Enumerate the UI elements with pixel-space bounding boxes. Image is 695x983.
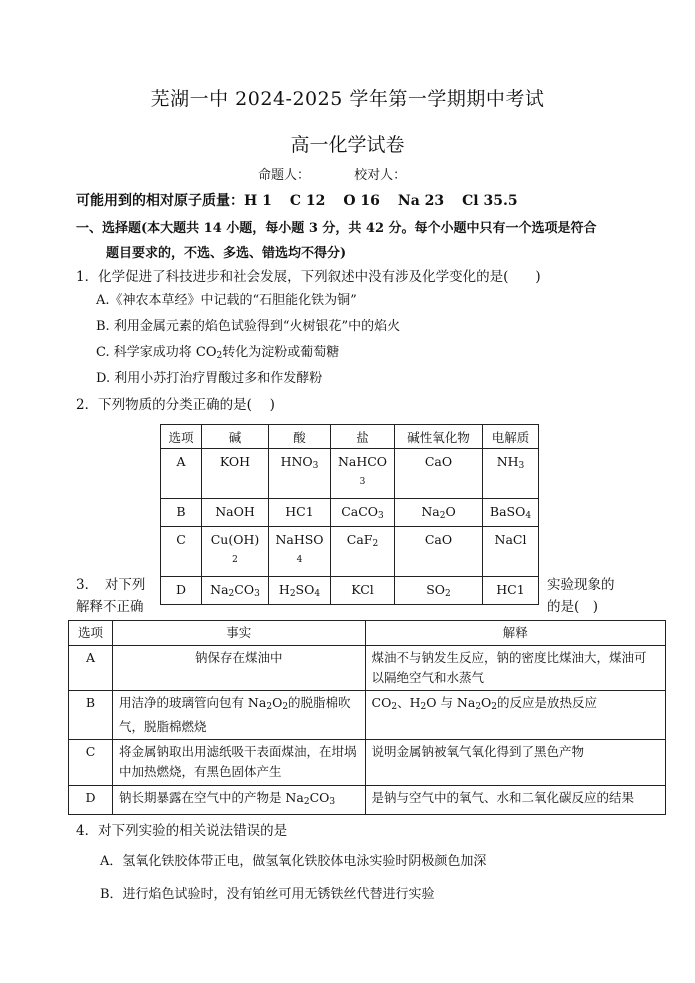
- header-cell: 盐: [331, 425, 395, 449]
- q1-option-b: B. 利用金属元素的焰色试验得到“火树银花”中的焰火: [96, 319, 401, 334]
- exam-subtitle: 高一化学试卷: [290, 134, 405, 156]
- mass-item: O 16: [343, 193, 380, 209]
- q3-table: [68, 620, 666, 815]
- table-row: C Cu(OH) 2 NaHSO 4 CaF$_2$ CaO NaCl: [161, 527, 539, 577]
- q4-stem: 4．对下列实验的相关说法错误的是: [76, 823, 288, 839]
- q2-table: [160, 424, 539, 605]
- mass-item: Na 23: [397, 193, 445, 209]
- table-header-row: [161, 425, 539, 449]
- header-cell: 解释: [365, 621, 665, 646]
- exam-title: 芜湖一中 2024-2025 学年第一学期期中考试: [150, 88, 545, 110]
- atomic-masses: [76, 190, 518, 210]
- q1-option-a: A.《神农本草经》中记载的“石胆能化铁为铜”: [96, 293, 357, 308]
- q1-option-c: C. 科学家成功将 $CO_2$转化为淀粉或葡萄糖: [96, 345, 340, 361]
- q1-stem: 1．化学促进了科技进步和社会发展，下列叙述中没有涉及化学变化的是( ): [76, 269, 541, 285]
- q4-option-a: A．氢氧化铁胶体带正电，做氢氧化铁胶体电泳实验时阴极颜色加深: [100, 854, 487, 869]
- author-label: 命题人：: [258, 168, 311, 183]
- q3-stem-right-2: 的是( ): [547, 599, 599, 615]
- table-row: B NaOH HC1 CaCO$_3$ $Na_2O$ BaSO$_4$: [161, 499, 539, 527]
- q3-stem-left-1: 3． 对下列: [76, 577, 146, 593]
- table-row: A 钠保存在煤油中 煤油不与钠发生反应，钠的密度比煤油大，煤油可以隔绝空气和水蒸气: [69, 646, 666, 691]
- header-cell: 电解质: [483, 425, 539, 449]
- q3-stem-right-1: 实验现象的: [547, 577, 615, 593]
- q2-stem: 2．下列物质的分类正确的是( ): [76, 397, 275, 413]
- table-row: A KOH $HNO_3$ NaHCO 3 CaO $NH_3$: [161, 449, 539, 499]
- table-header-row: [69, 621, 666, 646]
- q3-stem-left-2: 解释不正确: [76, 599, 144, 615]
- q4-option-b: B．进行焰色试验时，没有铂丝可用无锈铁丝代替进行实验: [100, 887, 435, 902]
- header-cell: 酸: [269, 425, 331, 449]
- section-line-2: 题目要求的，不选、多选、错选均不得分): [106, 246, 347, 261]
- table-row: D 钠长期暴露在空气中的产物是 $Na_2CO_3$ 是钠与空气中的氧气、水和二氧化碳反应的结果: [69, 786, 666, 815]
- header-cell: 选项: [69, 621, 113, 646]
- table-row: D $Na_2CO_3$ $H_2SO_4$ KCl $SO_2$ HC1: [161, 577, 539, 605]
- section-line-1: 一、选择题(本大题共 14 小题，每小题 3 分，共 42 分。每个小题中只有一个选项是符合: [76, 221, 597, 236]
- header-cell: 碱: [202, 425, 269, 449]
- checker-label: 校对人：: [354, 168, 407, 183]
- mass-item: Cl 35.5: [462, 193, 518, 209]
- table-row: C 将金属钠取出用滤纸吸干表面煤油，在坩埚中加热燃烧，有黑色固体产生 说明金属钠被氧气氧化得到了黑色产物: [69, 740, 666, 786]
- header-cell: 事实: [112, 621, 365, 646]
- table-row: B 用洁净的玻璃管向包有 $Na_2O_2$的脱脂棉吹气，脱脂棉燃烧 $CO_2$、$H_2O$ 与 $Na_2O_2$的反应是放热反应: [69, 691, 666, 740]
- section-heading: [76, 216, 616, 266]
- header-cell: 碱性氧化物: [395, 425, 483, 449]
- mass-item: C 12: [289, 193, 326, 209]
- atomic-masses-label: 可能用到的相对原子质量：: [76, 193, 244, 209]
- mass-item: H 1: [244, 193, 272, 209]
- header-cell: 选项: [161, 425, 202, 449]
- q1-option-d: D. 利用小苏打治疗胃酸过多和作发酵粉: [96, 371, 323, 386]
- author-line: [258, 164, 446, 183]
